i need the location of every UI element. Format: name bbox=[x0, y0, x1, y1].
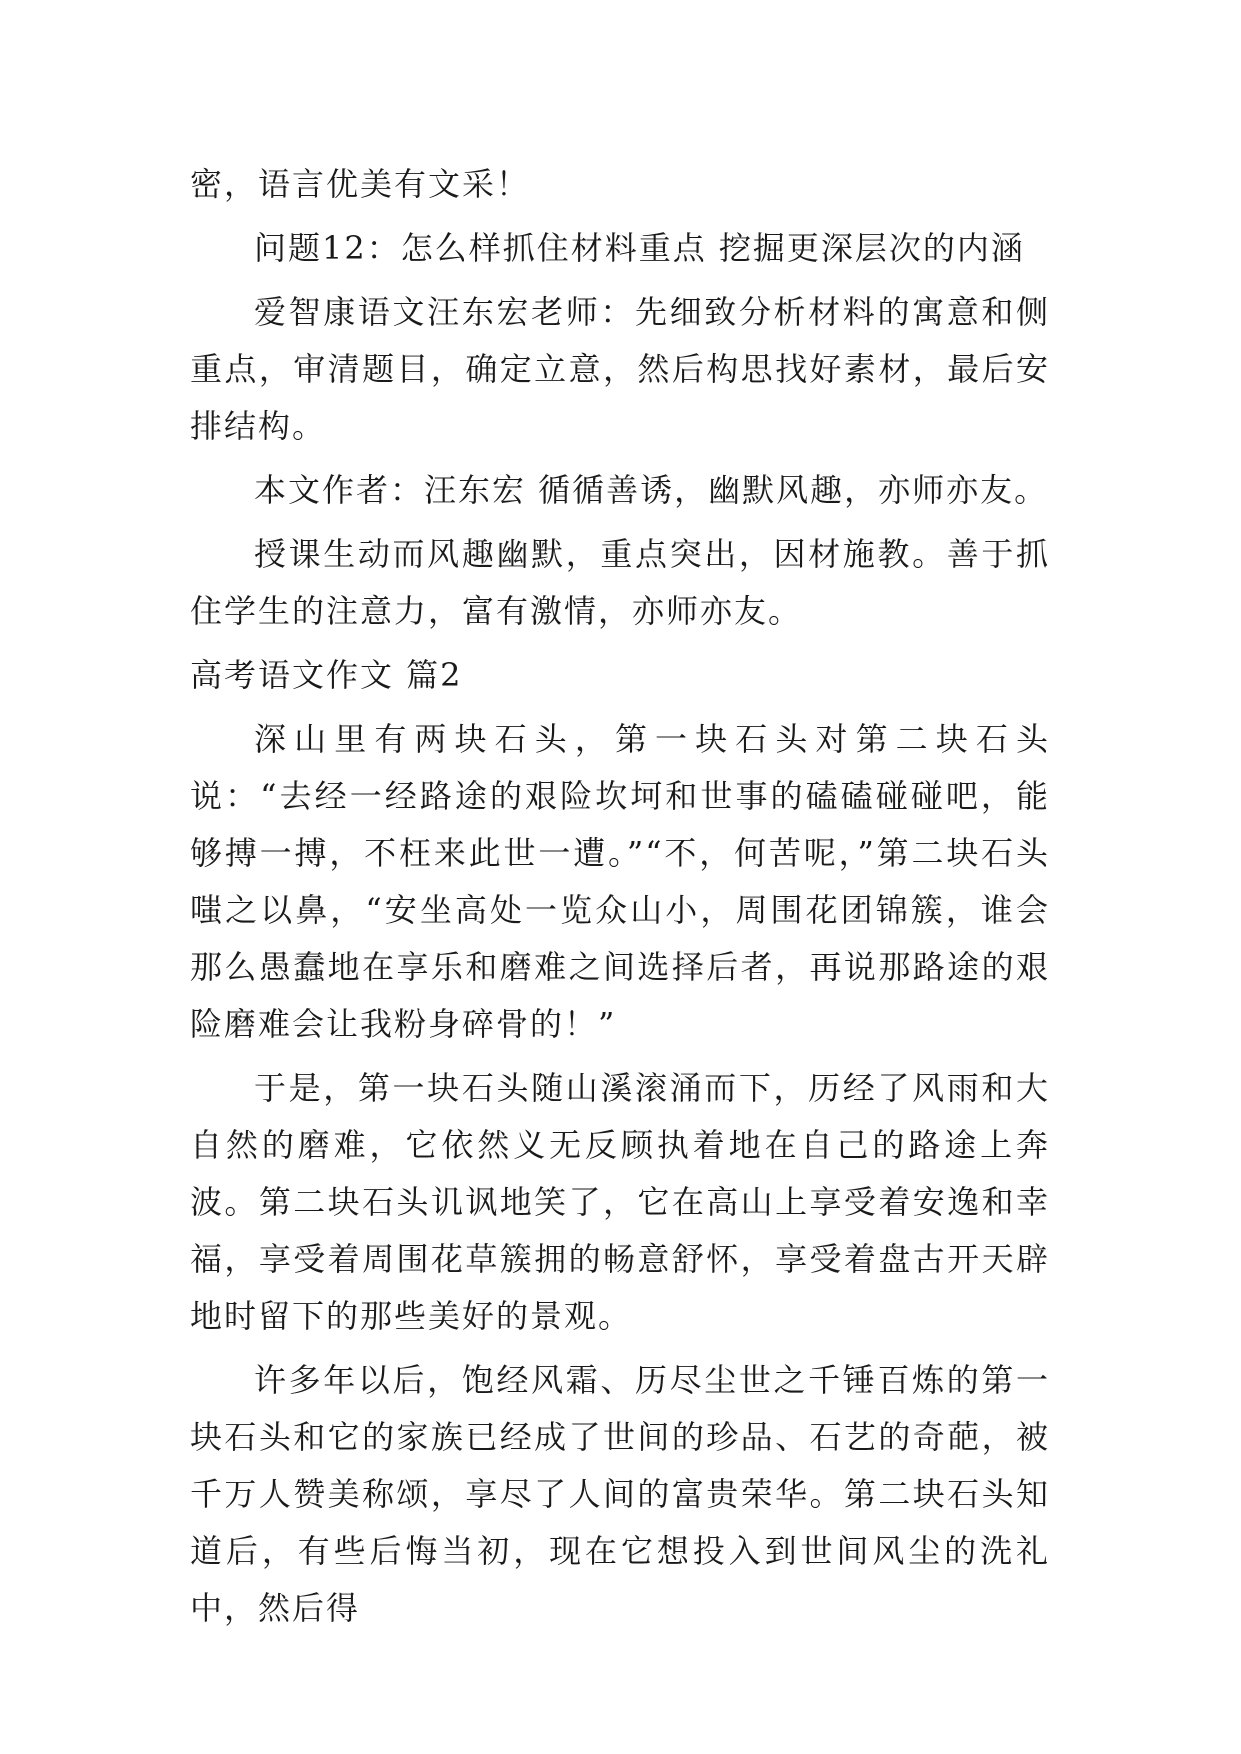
essay-paragraph-1: 深山里有两块石头，第一块石头对第二块石头说：“去经一经路途的艰险坎坷和世事的磕磕碰碰吧，能够搏一搏，不枉来此世一遭。”“不，何苦呢，”第二块石头嗤之以鼻，“安坐高处一览众山小，周围花团锦簇，谁会那么愚蠢地在享乐和磨难之间选择后者，再说那路途的艰险磨难会让我粉身碎骨的！” bbox=[190, 720, 1050, 1043]
essay-paragraph-3: 许多年以后，饱经风霜、历尽尘世之千锤百炼的第一块石头和它的家族已经成了世间的珍品、石艺的奇葩，被千万人赞美称颂，享尽了人间的富贵荣华。第二块石头知道后，有些后悔当初，现在它想投入到世间风尘的洗礼中，然后得 bbox=[190, 1361, 1050, 1627]
paragraph-continuation: 密，语言优美有文采！ bbox=[190, 165, 531, 203]
section-heading: 高考语文作文 篇2 bbox=[190, 656, 463, 694]
paragraph-question-12: 问题12：怎么样抓住材料重点 挖掘更深层次的内涵 bbox=[254, 229, 1025, 267]
paragraph-teacher-answer: 爱智康语文汪东宏老师：先细致分析材料的寓意和侧重点，审清题目，确定立意，然后构思找好素材，最后安排结构。 bbox=[190, 293, 1050, 445]
essay-paragraph-2: 于是，第一块石头随山溪滚涌而下，历经了风雨和大自然的磨难，它依然义无反顾执着地在自己的路途上奔波。第二块石头讥讽地笑了，它在高山上享受着安逸和幸福，享受着周围花草簇拥的畅意舒怀，享受着盘古开天辟地时留下的那些美好的景观。 bbox=[190, 1069, 1050, 1335]
paragraph-author: 本文作者：汪东宏 循循善诱，幽默风趣，亦师亦友。 bbox=[254, 471, 1049, 509]
paragraph-teaching-style: 授课生动而风趣幽默，重点突出，因材施教。善于抓住学生的注意力，富有激情，亦师亦友。 bbox=[190, 535, 1050, 630]
document-body bbox=[190, 156, 1050, 1644]
